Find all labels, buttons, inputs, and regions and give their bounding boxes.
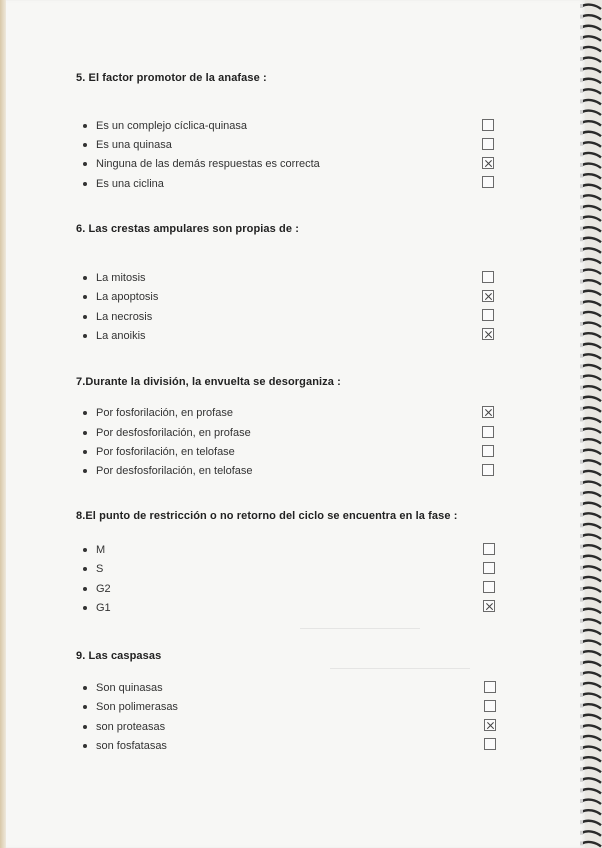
spiral-loop: [582, 333, 601, 337]
spiral-loop: [582, 58, 601, 62]
binding-hole: [580, 354, 583, 358]
binding-hole: [580, 428, 583, 432]
option-label: Son polimerasas: [96, 701, 178, 713]
binding-hole: [580, 831, 583, 835]
option-label: La anoikis: [96, 330, 146, 342]
spiral-binding: [580, 0, 602, 848]
binding-hole: [580, 68, 583, 72]
binding-hole: [580, 89, 583, 93]
option-label: La apoptosis: [96, 291, 159, 303]
binding-hole: [580, 767, 583, 771]
spiral-loop: [582, 821, 601, 825]
binding-hole: [580, 248, 583, 252]
spiral-loop: [582, 259, 601, 263]
spiral-loop: [582, 164, 601, 168]
spiral-loop: [582, 694, 601, 698]
option-item: [83, 740, 167, 752]
spiral-loop: [582, 89, 601, 93]
binding-hole: [580, 386, 583, 390]
spiral-loop: [582, 800, 601, 804]
spiral-loop: [582, 725, 601, 729]
bullet-icon: [83, 705, 87, 709]
spiral-loop: [582, 630, 601, 634]
spiral-loop: [582, 68, 601, 72]
option-item: [83, 311, 152, 323]
spiral-loop: [582, 195, 601, 199]
option-item: [83, 178, 164, 190]
binding-hole: [580, 598, 583, 602]
spiral-loop: [582, 365, 601, 369]
spiral-loop: [582, 524, 601, 528]
spiral-loop: [582, 238, 601, 242]
bullet-icon: [83, 567, 87, 571]
binding-hole: [580, 417, 583, 421]
binding-hole: [580, 651, 583, 655]
bullet-icon: [83, 431, 87, 435]
question-title: 5. El factor promotor de la anafase :: [76, 72, 267, 84]
option-label: G2: [96, 583, 111, 595]
binding-hole: [580, 301, 583, 305]
binding-hole: [580, 343, 583, 347]
option-label: Es un complejo cíclica-quinasa: [96, 120, 248, 132]
binding-hole: [580, 523, 583, 527]
binding-hole: [580, 820, 583, 824]
binding-hole: [580, 778, 583, 782]
spiral-loop: [582, 450, 601, 454]
option-item: [83, 721, 165, 733]
binding-hole: [580, 407, 583, 411]
spiral-loop: [582, 26, 601, 30]
checkbox[interactable]: [484, 681, 496, 693]
binding-hole: [580, 216, 583, 220]
option-item: [83, 563, 103, 575]
spiral-loop: [582, 47, 601, 51]
spiral-loop: [582, 354, 601, 358]
binding-hole: [580, 534, 583, 538]
spiral-loop: [582, 471, 601, 475]
bullet-icon: [83, 469, 87, 473]
spiral-loop: [582, 206, 601, 210]
checkbox[interactable]: [482, 271, 494, 283]
binding-hole: [580, 449, 583, 453]
spiral-loop: [582, 535, 601, 539]
bullet-icon: [83, 744, 87, 748]
binding-hole: [580, 46, 583, 50]
spiral-loop: [582, 715, 601, 719]
binding-hole: [580, 555, 583, 559]
option-item: [83, 701, 178, 713]
binding-hole: [580, 110, 583, 114]
binding-hole: [580, 364, 583, 368]
option-item: [83, 602, 111, 614]
bullet-icon: [83, 143, 87, 147]
spiral-loop: [582, 407, 601, 411]
spiral-loop: [582, 662, 601, 666]
binding-hole: [580, 15, 583, 19]
checkbox[interactable]: [484, 738, 496, 750]
question-7: [76, 376, 341, 388]
checkbox[interactable]: [482, 138, 494, 150]
question-6: [76, 223, 299, 235]
binding-hole: [580, 311, 583, 315]
spiral-loop: [582, 482, 601, 486]
binding-hole: [580, 672, 583, 676]
binding-hole: [580, 227, 583, 231]
question-9: [76, 650, 161, 662]
binding-hole: [580, 258, 583, 262]
bullet-icon: [83, 162, 87, 166]
binding-hole: [580, 78, 583, 82]
question-8: [76, 510, 458, 522]
checkbox[interactable]: [482, 445, 494, 457]
spiral-loop: [582, 301, 601, 305]
binding-hole: [580, 99, 583, 103]
spiral-loop: [582, 598, 601, 602]
spiral-loop: [582, 153, 601, 157]
option-label: Por fosforilación, en profase: [96, 407, 233, 419]
binding-hole: [580, 322, 583, 326]
binding-hole: [580, 757, 583, 761]
binding-hole: [580, 290, 583, 294]
spiral-loop: [582, 217, 601, 221]
option-item: [83, 272, 146, 284]
option-label: Son quinasas: [96, 682, 163, 694]
option-label: Es una quinasa: [96, 139, 172, 151]
option-item: [83, 158, 320, 170]
spiral-loop: [582, 397, 601, 401]
binding-hole: [580, 492, 583, 496]
binding-hole: [580, 375, 583, 379]
spiral-loop: [582, 270, 601, 274]
checkbox-checked[interactable]: [482, 328, 494, 340]
bullet-icon: [83, 124, 87, 128]
binding-hole: [580, 714, 583, 718]
checkbox[interactable]: [483, 581, 495, 593]
binding-hole: [580, 799, 583, 803]
checkbox[interactable]: [484, 700, 496, 712]
binding-hole: [580, 576, 583, 580]
bullet-icon: [83, 276, 87, 280]
binding-hole: [580, 566, 583, 570]
spiral-loop: [582, 545, 601, 549]
option-label: La mitosis: [96, 272, 146, 284]
spiral-loop: [582, 842, 601, 846]
spiral-loop: [582, 79, 601, 83]
binding-hole: [580, 608, 583, 612]
checkbox[interactable]: [483, 562, 495, 574]
spiral-loop: [582, 556, 601, 560]
binding-hole: [580, 333, 583, 337]
binding-hole: [580, 439, 583, 443]
option-label: La necrosis: [96, 311, 153, 323]
spiral-loop: [582, 810, 601, 814]
option-label: son proteasas: [96, 721, 166, 733]
spiral-loop: [582, 503, 601, 507]
spiral-loop: [582, 619, 601, 623]
spiral-loop: [582, 386, 601, 390]
binding-hole: [580, 36, 583, 40]
binding-hole: [580, 460, 583, 464]
bullet-icon: [83, 334, 87, 338]
binding-hole: [580, 184, 583, 188]
spiral-loop: [582, 577, 601, 581]
spiral-loop: [582, 641, 601, 645]
binding-hole: [580, 587, 583, 591]
checkbox[interactable]: [482, 464, 494, 476]
binding-hole: [580, 269, 583, 273]
bullet-icon: [83, 725, 87, 729]
spiral-loop: [582, 778, 601, 782]
option-item: [83, 446, 235, 458]
spiral-loop: [582, 100, 601, 104]
option-label: G1: [96, 602, 111, 614]
binding-hole: [580, 470, 583, 474]
binding-hole: [580, 640, 583, 644]
checkbox-checked[interactable]: [483, 600, 495, 612]
binding-hole: [580, 704, 583, 708]
spiral-loop: [582, 588, 601, 592]
spiral-loop: [582, 439, 601, 443]
option-label: Por desfosforilación, en telofase: [96, 465, 253, 477]
spiral-loop: [582, 566, 601, 570]
checkbox[interactable]: [482, 119, 494, 131]
spiral-loop: [582, 312, 601, 316]
binding-hole: [580, 237, 583, 241]
binding-hole: [580, 619, 583, 623]
spiral-loop: [582, 747, 601, 751]
option-label: M: [96, 544, 106, 556]
spiral-loop: [582, 429, 601, 433]
spiral-loop: [582, 376, 601, 380]
option-item: [83, 120, 247, 132]
binding-hole: [580, 810, 583, 814]
binding-hole: [580, 629, 583, 633]
binding-hole: [580, 841, 583, 845]
checkbox-checked[interactable]: [482, 290, 494, 302]
spiral-loop: [582, 132, 601, 136]
bullet-icon: [83, 450, 87, 454]
spiral-loop: [582, 672, 601, 676]
option-item: [83, 330, 146, 342]
spiral-loop: [582, 248, 601, 252]
binding-hole: [580, 152, 583, 156]
binding-hole: [580, 396, 583, 400]
binding-hole: [580, 205, 583, 209]
checkbox[interactable]: [482, 309, 494, 321]
binding-hole: [580, 693, 583, 697]
faint-line: [300, 628, 420, 629]
spiral-loop: [582, 280, 601, 284]
checkbox-checked[interactable]: [482, 157, 494, 169]
spiral-loop: [582, 174, 601, 178]
spiral-loop: [582, 609, 601, 613]
option-label: S: [96, 563, 104, 575]
spiral-loop: [582, 15, 601, 19]
binding-hole: [580, 131, 583, 135]
spiral-loop: [582, 492, 601, 496]
option-item: [83, 465, 253, 477]
spiral-loop: [582, 513, 601, 517]
binding-hole: [580, 682, 583, 686]
spiral-loop: [582, 121, 601, 125]
question-title: 8.El punto de restricción o no retorno del ciclo se encuentra en la fase :: [76, 510, 458, 522]
binding-hole: [580, 57, 583, 61]
spiral-loop: [582, 227, 601, 231]
option-item: [83, 427, 251, 439]
spiral-loop: [582, 5, 601, 9]
bullet-icon: [83, 182, 87, 186]
spiral-loop: [582, 736, 601, 740]
spiral-loop: [582, 111, 601, 115]
bullet-icon: [83, 295, 87, 299]
binding-hole: [580, 25, 583, 29]
spiral-loop: [582, 418, 601, 422]
spiral-loop: [582, 683, 601, 687]
binding-hole: [580, 735, 583, 739]
binding-hole: [580, 481, 583, 485]
question-title: 7.Durante la división, la envuelta se desorganiza :: [76, 376, 341, 388]
page-edge: [0, 0, 6, 848]
spiral-loop: [582, 757, 601, 761]
binding-hole: [580, 195, 583, 199]
checkbox[interactable]: [482, 176, 494, 188]
question-title: 6. Las crestas ampulares son propias de :: [76, 223, 299, 235]
spiral-loop: [582, 831, 601, 835]
binding-hole: [580, 174, 583, 178]
spiral-loop: [582, 768, 601, 772]
spiral-loop: [582, 704, 601, 708]
option-label: son fosfatasas: [96, 740, 167, 752]
option-label: Por desfosforilación, en profase: [96, 427, 251, 439]
option-item: [83, 544, 105, 556]
option-label: Por fosforilación, en telofase: [96, 446, 235, 458]
binding-hole: [580, 545, 583, 549]
binding-hole: [580, 121, 583, 125]
option-label: Ninguna de las demás respuestas es correcta: [96, 158, 320, 170]
spiral-loop: [582, 651, 601, 655]
checkbox[interactable]: [483, 543, 495, 555]
binding-hole: [580, 280, 583, 284]
bullet-icon: [83, 411, 87, 415]
spiral-loop: [582, 344, 601, 348]
spiral-loop: [582, 789, 601, 793]
spiral-loop: [582, 142, 601, 146]
bullet-icon: [83, 315, 87, 319]
binding-hole: [580, 513, 583, 517]
checkbox-checked[interactable]: [482, 406, 494, 418]
binding-hole: [580, 142, 583, 146]
binding-hole: [580, 746, 583, 750]
binding-hole: [580, 163, 583, 167]
option-item: [83, 583, 111, 595]
binding-hole: [580, 502, 583, 506]
binding-hole: [580, 788, 583, 792]
spiral-loop: [582, 323, 601, 327]
option-item: [83, 291, 158, 303]
spiral-loop: [582, 291, 601, 295]
checkbox-checked[interactable]: [484, 719, 496, 731]
option-item: [83, 139, 172, 151]
binding-hole: [580, 4, 583, 8]
bullet-icon: [83, 686, 87, 690]
binding-hole: [580, 661, 583, 665]
option-label: Es una ciclina: [96, 178, 164, 190]
binding-hole: [580, 725, 583, 729]
question-title: 9. Las caspasas: [76, 650, 162, 662]
checkbox[interactable]: [482, 426, 494, 438]
question-5: [76, 72, 267, 84]
bullet-icon: [83, 548, 87, 552]
spiral-loop: [582, 185, 601, 189]
bullet-icon: [83, 587, 87, 591]
faint-line: [330, 668, 470, 669]
spiral-loop: [582, 36, 601, 40]
bullet-icon: [83, 606, 87, 610]
option-item: [83, 407, 233, 419]
spiral-loop: [582, 460, 601, 464]
option-item: [83, 682, 163, 694]
